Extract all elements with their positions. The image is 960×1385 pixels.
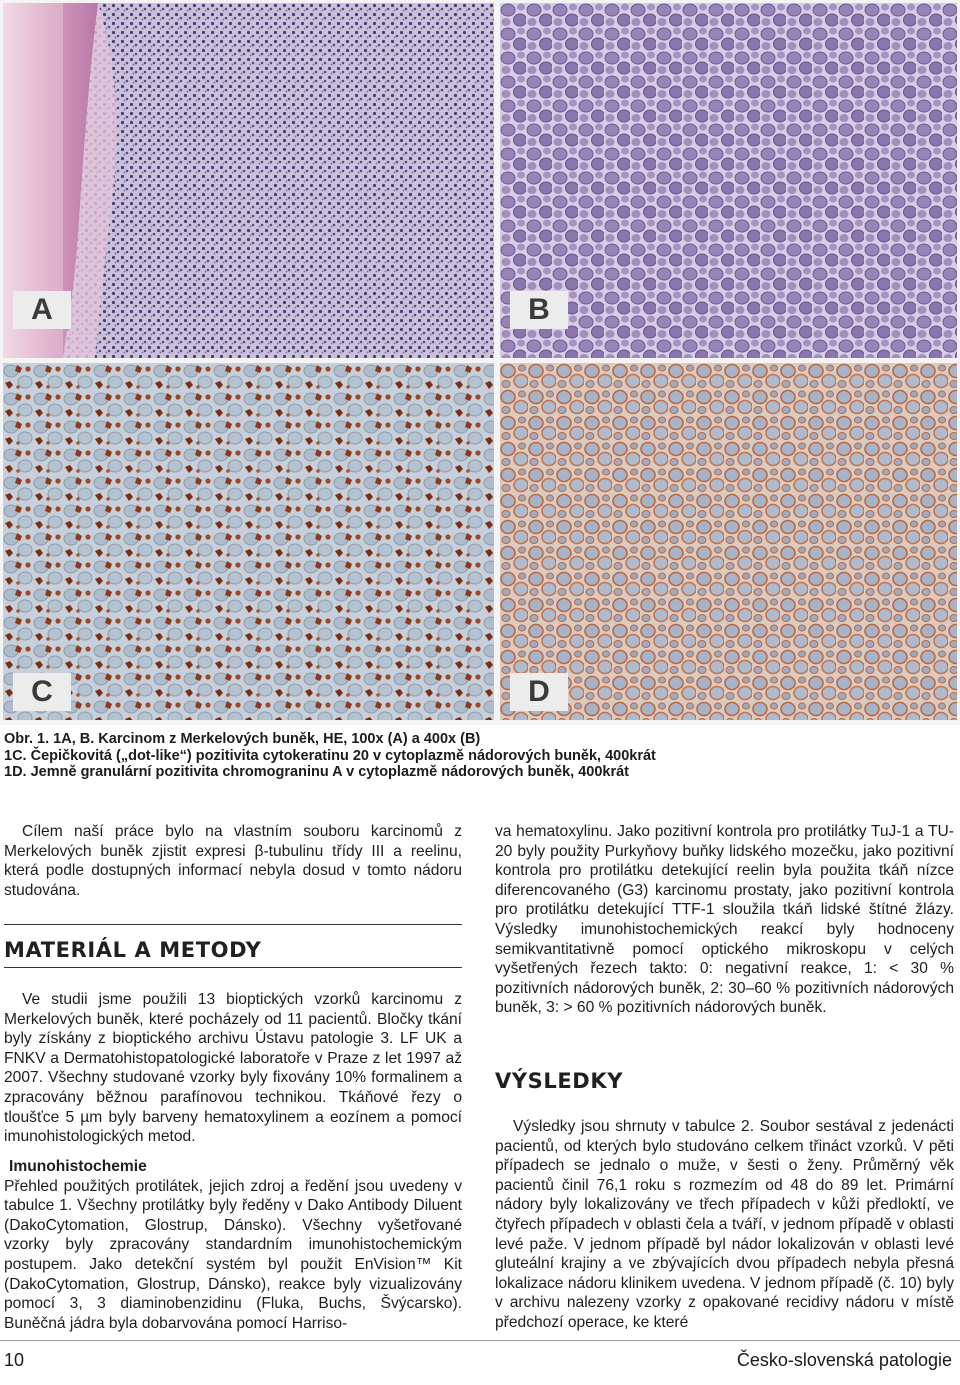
intro-paragraph: Cílem naší práce bylo na vlastním souboru karcinomů z Merkelových buněk zjistit expresi β-tubulinu třídy III a reelinu, která podle dostupných informací nebyla dosud v tomto nádoru studována. [4,823,462,899]
results-block [495,1117,954,1333]
panel-label-c: C [13,673,71,711]
caption-line-3: 1D. Jemně granulární pozitivita chromograninu A v cytoplazmě nádorových buněk, 400krát [4,764,630,781]
ihc-block [4,1157,462,1333]
panel-label-d: D [510,673,568,711]
panel-label-a: A [13,291,71,329]
section-title-results: VÝSLEDKY [495,1069,624,1093]
left-column [4,822,462,900]
section-rule-bottom [4,967,462,968]
methods-block [4,990,462,1147]
micrograph-c-image [3,363,494,720]
figure-caption [4,731,954,781]
results-paragraph: Výsledky jsou shrnuty v tabulce 2. Soubor sestával z jedenácti pacientů, od kterých bylo studováno celkem třináct vzorků. V pěti případech se jednalo o muže, v šesti o ženy. Průměrný věk pacientů činil 76,1 roku s rozmezím od 48 do 89 let. Primární nádory byly lokalizovány ve třech případech v kůži předloktí, ve čtyřech případech v oblasti čela a tváří, v jednom případě v oblasti levé paže. V jednom případě byl nádor lokalizován v oblasti levé gluteální krajiny a ve zbývajících dvou případech nebyla přesná lokalizace nádoru klinikem uvedena. V jednom případě (č. 10) byly v archivu nalezeny vzorky z opakované recidivy nádoru v místě předchozí operace, ke které [495,1118,954,1331]
micrograph-panel-b [500,3,957,358]
section-rule-top [4,924,462,925]
right-column [495,822,954,1018]
continued-paragraph: va hematoxylinu. Jako pozitivní kontrola pro protilátky TuJ-1 a TU-20 byly použity Purkyňovy buňky lidského mozečku, jako pozitivní kontrola pro protilátku detekující reelin byla použita tkáň nízce diferencovaného (G3) karcinomu prostaty, jako pozitivní kontrola pro protilátku detekující TTF-1 sloužila tkáň lidské štítné žlázy. Výsledky imunohistochemických reakcí byly hodnoceny semikvantitativně pomocí optického mikroskopu v celých vyšetřených řezech takto: 0: negativní reakce, 1: < 30 % pozitivních nádorových buněk, 2: 30–60 % pozitivních nádorových buněk, 3: > 60 % pozitivních nádorových buněk. [495,823,954,1017]
panel-label-b: B [510,291,568,329]
micrograph-panel-a [3,3,494,358]
micrograph-panel-c [3,363,494,720]
page-number: 10 [4,1350,25,1370]
ihc-paragraph: Přehled použitých protilátek, jejich zdroj a ředění jsou uvedeny v tabulce 1. Všechny protilátky byly ředěny v Dako Antibody Diluent (DakoCytomation, Glostrup, Dánsko). Všechny vyšetřované vzorky byly zpracovány standardním imunohistochemickým postupem. Jako detekční systém byl použit EnVision™ Kit (DakoCytomation, Glostrup, Dánsko), reakce byly vizualizovány pomocí 3, 3 diaminobenzidinu (Fluka, Buchs, Švýcarsko). Buněčná jádra byla dobarvována pomocí Harriso- [4,1177,462,1332]
footer-rule [0,1340,960,1341]
section-title-methods: MATERIÁL A METODY [4,938,262,962]
subheading-imunohistochemie: Imunohistochemie [9,1158,147,1175]
micrograph-panel-d [500,363,957,720]
caption-line-1: Obr. 1. 1A, B. Karcinom z Merkelových buněk, HE, 100x (A) a 400x (B) [4,731,481,747]
methods-paragraph: Ve studii jsme použili 13 bioptických vzorků karcinomu z Merkelových buněk, které pocházely od 11 pacientů. Bločky tkání byly získány z bioptického archivu Ústavu patologie 3. LF UK a FNKV a Dermatohistopatologické laboratoře v Praze z let 1997 až 2007. Všechny studované vzorky byly fixovány 10% formalinem a zpracovány běžnou parafínovou technikou. Tkáňové řezy o tloušťce 5 µm byly barveny hematoxylinem a eozínem a pomocí imunohistologických metod. [4,991,462,1146]
micrograph-a-image [3,3,494,358]
caption-line-2: 1C. Čepičkovitá („dot-like“) pozitivita cytokeratinu 20 v cytoplazmě nádorových buněk, 400krát [4,747,656,764]
journal-name: Česko-slovenská patologie [736,1350,952,1370]
micrograph-d-image [500,363,957,720]
micrograph-b-image [500,3,957,358]
